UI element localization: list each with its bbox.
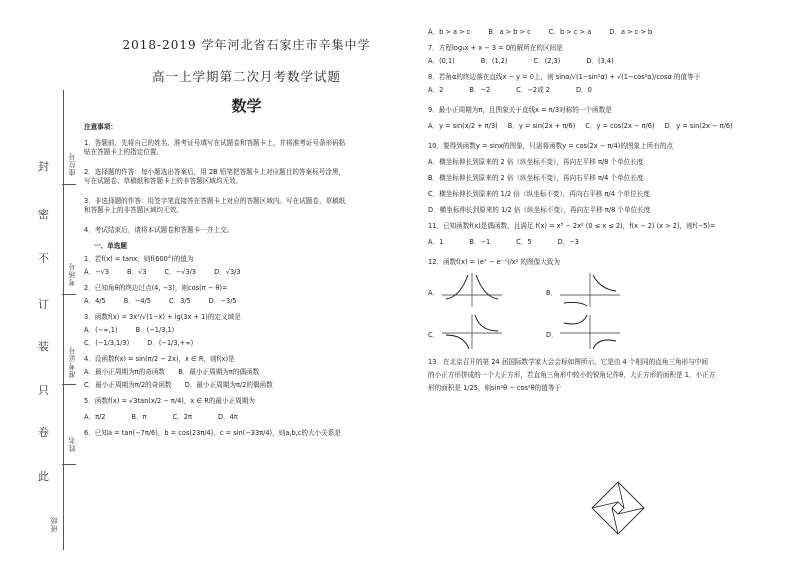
binding-field-seat: 座位号 [68,152,76,176]
question-stem: 4．设函数f(x) = sin(π/2 − 2x)，x ∈ R，则f(x)是 [84,355,235,363]
question-options [428,86,778,95]
question-options [84,413,409,422]
question-options [84,339,409,348]
question-options [428,57,778,66]
question-stem: 6．已知a = tan(−7π/6)，b = cos(23π/4)，c = sin(−33π/4)，则a,b,c的大小关系是 [84,429,341,437]
option: C．2π [172,413,192,421]
question-options [428,238,778,247]
option: C．−√3/3 [164,268,197,276]
binding-strip [0,0,80,562]
binding-char: 装 [38,340,49,353]
binding-char: 密 [38,208,49,221]
note-line: 1．答题前，先将自己的姓名、准考证号填写在试题卷和答题卡上，并将准考证号条形码粘 [84,139,346,147]
graph-a [442,273,502,307]
question-stem: 5．函数f(x) = √3tan(x/2 − π/4)，x ∈ R的最小正周期为 [84,397,255,405]
option: A．4/5 [84,297,106,305]
option: B．(−1/3,1) [135,326,175,334]
option: B．a > b > c [488,28,531,36]
binding-tick [62,294,76,295]
question-options [428,122,778,131]
binding-char: 只 [38,384,49,397]
binding-char: 此 [38,470,49,483]
school-title: 2018-2019 学年河北省石家庄市辛集中学 [122,38,371,52]
binding-field-ticket: 准考证号 [68,346,76,378]
graph-options [428,273,778,351]
graph-c [442,315,502,349]
option: B．−1 [469,238,491,246]
option-line: C．最小正周期为π/2的奇函数 D．最小正周期为π/2的偶函数 [84,381,273,389]
question-options [428,28,778,37]
binding-field-name: 姓名 [68,436,76,452]
option: B．−2 [469,86,491,94]
option: B．√3 [127,268,147,276]
note-line: 和答题卡上的非答题区域均无效。 [84,206,183,214]
right-column [428,28,778,393]
option-line: D．横坐标伸长到原来的 1/2 倍（纵坐标不变），再向左平移 π/8 个单位长度 [428,206,651,214]
question-stem: 13．在北京召开的第 24 届国际数学家大会会标如图所示，它是由 4 个相同的直角三角形与中间 [428,358,708,366]
note-line: 写在试题卷、草稿纸和答题卡上的非答题区域均无效。 [84,177,243,185]
question-stem: 10．要得到函数y = sinx的图象，只需将函数y = cos(2x − π/4)的图象上所有的点 [428,142,674,150]
left-column [84,28,409,438]
option: B．π [131,413,147,421]
option: A．b > a > c [428,28,471,36]
graph-label-c: C． [428,331,440,339]
graph-label-a: A． [428,289,440,297]
option: C．(2,3) [533,57,561,65]
question-stem: 的小正方形拼成的一个大正方形，若直角三角形中较小的锐角记作θ，大正方形的面积是 1，小正方 [428,371,716,379]
option: B．(1,2) [480,57,508,65]
option-line: A．横坐标伸长到原来的 2 倍（纵坐标不变），再向左平移 π/8 个单位长度 [428,158,644,166]
option: D．−3 [557,238,579,246]
option: A．1 [428,238,444,246]
question-options [84,297,409,306]
question-options [84,268,409,277]
option: D．a > c > b [609,28,653,36]
note-line: 2．选择题的作答：每小题选出答案后，用 2B 铅笔把答题卡上对应题目的答案标号涂黑， [84,168,346,176]
binding-tick [62,384,76,385]
binding-tick [62,464,76,465]
question-stem: 形的面积是 1/25，则sin²θ − cos²θ的值等于 [428,384,562,392]
question-stem: 12．函数f(x) = (eˣ − e⁻ˣ)/x² 的图像大致为 [428,258,560,266]
binding-line [63,90,64,550]
note-line: 4．考试结束后，请将本试题卷和答题卡一并上交。 [84,226,234,234]
graph-d [560,315,620,349]
section-title: 一、单选题 [94,242,127,250]
option: C．−2或 2 [516,86,550,94]
question-stem: 2．已知角θ的终边过点(4, −3)，则cos(π − θ)= [84,284,228,292]
pinwheel-figure [590,480,646,536]
question-stem: 3．函数f(x) = 3x²/√(1−x) + lg(3x + 1)的定义域是 [84,313,241,321]
graph-label-b: B． [546,289,558,297]
option: A．2 [428,86,444,94]
option-line: A．最小正周期为π的奇函数 B．最小正周期为π的偶函数 [84,368,260,376]
option-line: B．横坐标伸长到原来的 2 倍（纵坐标不变），再向右平移 π/4 个单位长度 [428,174,644,182]
binding-field-class: 班级 [50,516,58,532]
binding-char: 订 [38,298,49,311]
option: D．√3/3 [214,268,241,276]
option-line: C．横坐标伸长到原来的 1/2 倍（纵坐标不变），再向右平移 π/4 个单位长度 [428,190,650,198]
option: C．y = cos(2x − π/6) [585,122,655,130]
graph-label-d: D． [546,331,558,339]
option: A．π/2 [84,413,106,421]
question-options [84,326,409,335]
binding-char: 不 [38,252,49,265]
option: A．−√3 [84,268,110,276]
option: D．0 [575,86,592,94]
question-stem: 7．方程log₃x + x − 3 = 0的解所在的区间是 [428,44,563,52]
option: A．(0,1) [428,57,455,65]
option: D．(−1/3,+∞) [147,339,194,347]
binding-field-room: 考场号 [68,262,76,286]
option: D．−3/5 [208,297,237,305]
question-stem: 11．已知函数f(x)是偶函数，且满足 f(x) = x³ − 2x² (0 ≤ x ≤ 2)，f(x − 2) (x > 2)，则f(−5)= [428,222,716,230]
option: D．4π [217,413,238,421]
option: D．y = sin(2x − π/6) [664,122,733,130]
question-stem: 8．若角α的终边落在直线x − y = 0上，则 sinα/√(1−sin²α) + √(1−cos²α)/cosα 的值等于 [428,73,701,81]
subject-title: 数学 [231,97,262,115]
exam-title: 高一上学期第二次月考数学试题 [151,69,341,84]
option: A．(−∞,1) [84,326,118,334]
note-line: 3．非选择题的作答：用签字笔直接答在答题卡上对应的答题区域内。写在试题卷、草稿纸 [84,197,346,205]
question-stem: 1．若f(x) = tanx，则f(600°)的值为 [84,255,194,263]
option: D．(3,4) [586,57,614,65]
option: C．3/5 [168,297,191,305]
binding-char: 卷 [38,426,49,439]
binding-char: 封 [38,160,49,173]
option: C．5 [516,238,532,246]
note-line: 贴在答题卡上的指定位置。 [84,148,164,156]
option: B．−4/5 [123,297,151,305]
question-stem: 9．最小正周期为π，且图象关于直线x = π/3对称的一个函数是 [428,106,612,114]
graph-b [560,273,620,307]
option: A．y = sin(x/2 + π/3) [428,122,498,130]
option: C．(−1/3,1/3) [84,339,130,347]
option: B．y = sin(2x + π/6) [507,122,576,130]
notes-title: 注意事项： [84,123,117,131]
binding-tick [62,184,76,185]
option: C．b > c > a [548,28,592,36]
